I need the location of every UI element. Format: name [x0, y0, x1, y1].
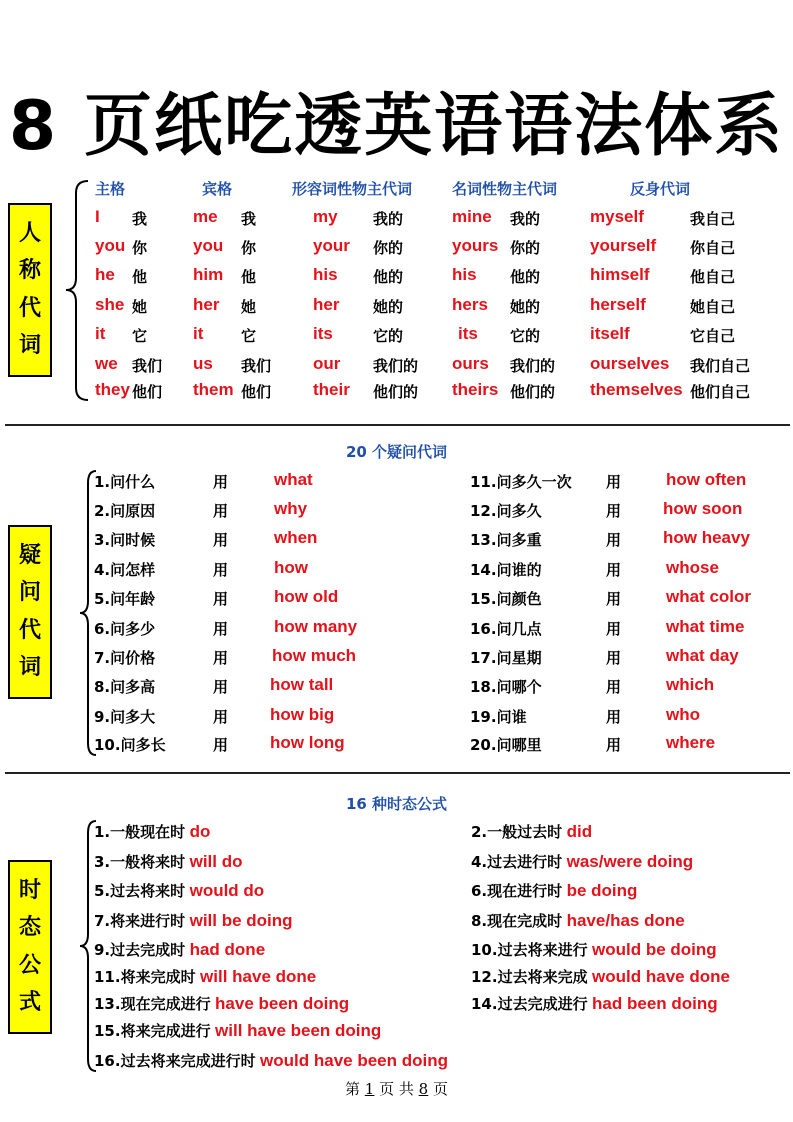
- pronoun-chinese: 他们: [132, 383, 163, 401]
- tense-form: had been doing: [592, 994, 718, 1013]
- pronoun-english: our: [313, 354, 341, 373]
- pronoun-chinese: 我们自己: [690, 357, 751, 375]
- footer-mid: 页 共: [379, 1080, 414, 1098]
- pronoun-chinese: 我们的: [510, 357, 556, 375]
- question-word: how tall: [270, 675, 334, 694]
- question-word: what: [274, 470, 313, 489]
- tenses-section-title: 16 种时态公式: [345, 795, 448, 813]
- pronoun-chinese: 你: [132, 239, 148, 257]
- pronoun-english: hers: [452, 295, 488, 314]
- question-word: how big: [270, 705, 335, 724]
- question-word: who: [666, 705, 700, 724]
- tense-name: 11.将来完成时: [94, 968, 196, 986]
- pronoun-side-label: [8, 203, 52, 377]
- pronoun-chinese: 我的: [510, 210, 541, 228]
- use-word: 用: [213, 502, 229, 520]
- pronoun-chinese: 她自己: [690, 298, 736, 316]
- question-word: how heavy: [663, 528, 750, 547]
- question-side-label: [8, 525, 52, 699]
- pronoun-english: me: [193, 207, 218, 226]
- use-word: 用: [606, 708, 622, 726]
- tense-name: 13.现在完成进行: [94, 995, 211, 1013]
- side-char: 态: [18, 915, 41, 941]
- question-label: 18.问哪个: [470, 678, 542, 696]
- question-word: how much: [272, 646, 357, 665]
- use-word: 用: [606, 473, 622, 491]
- page-footer: [0, 1078, 793, 1099]
- question-label: 20.问哪里: [470, 736, 542, 754]
- tense-formula: [94, 1050, 448, 1071]
- pronoun-chinese: 它自己: [690, 327, 736, 345]
- pronoun-english: themselves: [590, 380, 683, 399]
- pronoun-english: you: [193, 236, 224, 255]
- tense-form: will have done: [200, 967, 317, 986]
- pronoun-english: its: [313, 324, 333, 343]
- pronoun-chinese: 它的: [510, 327, 541, 345]
- use-word: 用: [213, 531, 229, 549]
- tense-form: have been doing: [215, 994, 350, 1013]
- tense-name: 8.现在完成时: [471, 912, 563, 930]
- use-word: 用: [213, 473, 229, 491]
- tense-form: will do: [189, 852, 243, 871]
- pronoun-chinese: 它: [241, 327, 257, 345]
- pronoun-chinese: 我们: [241, 357, 272, 375]
- tense-name: 3.一般将来时: [94, 853, 186, 871]
- side-char: 公: [18, 952, 41, 978]
- tense-form: would do: [189, 881, 265, 900]
- pronoun-english: I: [95, 207, 100, 226]
- pronoun-english: ours: [452, 354, 489, 373]
- use-word: 用: [213, 649, 229, 667]
- question-label: 17.问星期: [470, 649, 542, 667]
- title-text: 页纸吃透英语语法体系: [84, 87, 785, 166]
- pronoun-english: their: [313, 380, 350, 399]
- use-word: 用: [213, 736, 229, 754]
- tense-formula: [471, 966, 730, 987]
- use-word: 用: [606, 678, 622, 696]
- question-label: 15.问颜色: [470, 590, 542, 608]
- question-label: 13.问多重: [470, 531, 542, 549]
- pronoun-brace: [62, 178, 92, 403]
- pronoun-english: his: [452, 265, 477, 284]
- tense-side-label: [8, 860, 52, 1034]
- pronoun-english: he: [95, 265, 115, 284]
- question-word: why: [274, 499, 308, 518]
- pronoun-english: him: [193, 265, 224, 284]
- pronoun-english: it: [95, 324, 106, 343]
- pronoun-english: it: [193, 324, 204, 343]
- footer-prefix: 第: [344, 1080, 360, 1098]
- pronoun-column-header: 形容词性物主代词: [292, 180, 413, 198]
- question-label: 1.问什么: [94, 473, 156, 491]
- use-word: 用: [213, 561, 229, 579]
- pronoun-chinese: 他们的: [373, 383, 419, 401]
- use-word: 用: [606, 502, 622, 520]
- tense-name: 5.过去将来时: [94, 882, 186, 900]
- tense-name: 9.过去完成时: [94, 941, 186, 959]
- pronoun-english: her: [193, 295, 220, 314]
- tense-formula: [94, 910, 293, 931]
- tense-formula: [94, 966, 316, 987]
- tense-name: 14.过去完成进行: [471, 995, 588, 1013]
- side-char: 称: [18, 258, 41, 284]
- use-word: 用: [606, 561, 622, 579]
- tense-formula: [94, 821, 210, 842]
- pronoun-chinese: 我的: [373, 210, 404, 228]
- question-label: 7.问价格: [94, 649, 156, 667]
- pronoun-english: itself: [590, 324, 630, 343]
- question-label: 3.问时候: [94, 531, 156, 549]
- tense-form: did: [566, 822, 593, 841]
- pronoun-english: myself: [590, 207, 644, 226]
- pronoun-english: yours: [452, 236, 499, 255]
- question-label: 4.问怎样: [94, 561, 156, 579]
- question-word: which: [666, 675, 715, 694]
- pronoun-english: my: [313, 207, 338, 226]
- side-char: 词: [18, 655, 41, 681]
- tense-form: would be doing: [592, 940, 717, 959]
- side-char: 时: [18, 877, 41, 903]
- tense-formula: [94, 851, 242, 872]
- pronoun-chinese: 你: [241, 239, 257, 257]
- tense-formula: [471, 993, 718, 1014]
- pronoun-chinese: 你的: [510, 239, 541, 257]
- pronoun-chinese: 他的: [510, 268, 541, 286]
- side-char: 疑: [18, 542, 41, 568]
- question-word: where: [666, 733, 716, 752]
- pronoun-chinese: 我: [132, 210, 148, 228]
- question-word: how long: [270, 733, 345, 752]
- question-word: what day: [666, 646, 739, 665]
- question-label: 11.问多久一次: [470, 473, 572, 491]
- question-label: 5.问年龄: [94, 590, 156, 608]
- use-word: 用: [213, 678, 229, 696]
- tense-form: was/were doing: [566, 852, 694, 871]
- use-word: 用: [213, 708, 229, 726]
- tense-formula: [94, 993, 349, 1014]
- question-label: 12.问多久: [470, 502, 542, 520]
- tense-name: 4.过去进行时: [471, 853, 563, 871]
- pronoun-chinese: 他们自己: [690, 383, 751, 401]
- pronoun-column-header: 反身代词: [630, 180, 691, 198]
- title-number: 8: [8, 87, 59, 166]
- tense-form: had done: [189, 940, 266, 959]
- use-word: 用: [606, 590, 622, 608]
- question-label: 10.问多长: [94, 736, 166, 754]
- tense-form: will have been doing: [215, 1021, 382, 1040]
- footer-page-number: 1: [364, 1080, 375, 1098]
- pronoun-english: ourselves: [590, 354, 670, 373]
- pronoun-english: you: [95, 236, 126, 255]
- tense-form: have/has done: [566, 911, 685, 930]
- use-word: 用: [213, 620, 229, 638]
- pronoun-english: its: [458, 324, 478, 343]
- pronoun-chinese: 你自己: [690, 239, 736, 257]
- tense-name: 6.现在进行时: [471, 882, 563, 900]
- side-char: 问: [18, 580, 41, 606]
- use-word: 用: [606, 620, 622, 638]
- question-word: what color: [666, 587, 752, 606]
- side-char: 代: [18, 295, 41, 321]
- tense-name: 15.将来完成进行: [94, 1022, 211, 1040]
- tense-form: do: [189, 822, 211, 841]
- question-label: 14.问谁的: [470, 561, 542, 579]
- pronoun-english: us: [193, 354, 213, 373]
- question-word: how: [274, 558, 308, 577]
- pronoun-english: herself: [590, 295, 646, 314]
- question-word: how often: [666, 470, 747, 489]
- pronoun-chinese: 她: [241, 298, 257, 316]
- question-label: 9.问多大: [94, 708, 156, 726]
- question-word: how many: [274, 617, 358, 636]
- pronoun-english: yourself: [590, 236, 657, 255]
- pronoun-chinese: 她的: [510, 298, 541, 316]
- divider: [5, 772, 790, 774]
- question-label: 19.问谁: [470, 708, 527, 726]
- tense-name: 12.过去将来完成: [471, 968, 588, 986]
- tense-name: 7.将来进行时: [94, 912, 186, 930]
- pronoun-english: mine: [452, 207, 492, 226]
- pronoun-english: himself: [590, 265, 650, 284]
- pronoun-english: her: [313, 295, 340, 314]
- tense-form: would have done: [592, 967, 730, 986]
- pronoun-english: she: [95, 295, 125, 314]
- pronoun-chinese: 她: [132, 298, 148, 316]
- question-word: how soon: [663, 499, 743, 518]
- tense-form: will be doing: [189, 911, 293, 930]
- pronoun-chinese: 她的: [373, 298, 404, 316]
- use-word: 用: [606, 531, 622, 549]
- page-title: [0, 85, 793, 169]
- pronoun-chinese: 你的: [373, 239, 404, 257]
- tense-form: would have been doing: [260, 1051, 448, 1070]
- tense-formula: [471, 880, 637, 901]
- question-word: what time: [666, 617, 745, 636]
- pronoun-chinese: 他: [132, 268, 148, 286]
- pronoun-english: his: [313, 265, 338, 284]
- pronoun-chinese: 他的: [373, 268, 404, 286]
- pronoun-chinese: 他自己: [690, 268, 736, 286]
- divider: [5, 424, 790, 426]
- pronoun-column-header: 宾格: [202, 180, 233, 198]
- use-word: 用: [213, 590, 229, 608]
- pronoun-chinese: 我: [241, 210, 257, 228]
- pronoun-chinese: 他们的: [510, 383, 556, 401]
- tense-name: 2.一般过去时: [471, 823, 563, 841]
- question-word: how old: [274, 587, 339, 606]
- tense-formula: [471, 851, 693, 872]
- pronoun-chinese: 我们: [132, 357, 163, 375]
- questions-section-title: 20 个疑问代词: [345, 443, 448, 461]
- pronoun-chinese: 他: [241, 268, 257, 286]
- side-char: 词: [18, 333, 41, 359]
- tense-formula: [94, 880, 264, 901]
- side-char: 人: [18, 220, 41, 246]
- pronoun-english: they: [95, 380, 130, 399]
- question-label: 8.问多高: [94, 678, 156, 696]
- pronoun-chinese: 它: [132, 327, 148, 345]
- pronoun-english: we: [95, 354, 118, 373]
- tense-name: 1.一般现在时: [94, 823, 186, 841]
- pronoun-chinese: 我们的: [373, 357, 419, 375]
- tense-formula: [94, 1020, 381, 1041]
- footer-suffix: 页: [433, 1080, 449, 1098]
- tense-form: be doing: [566, 881, 638, 900]
- question-word: whose: [666, 558, 719, 577]
- question-label: 6.问多少: [94, 620, 156, 638]
- tense-formula: [471, 910, 685, 931]
- use-word: 用: [606, 649, 622, 667]
- pronoun-column-header: 名词性物主代词: [452, 180, 558, 198]
- question-label: 16.问几点: [470, 620, 542, 638]
- side-char: 式: [18, 990, 41, 1016]
- question-word: when: [274, 528, 318, 547]
- use-word: 用: [606, 736, 622, 754]
- pronoun-chinese: 我自己: [690, 210, 736, 228]
- pronoun-chinese: 它的: [373, 327, 404, 345]
- side-char: 代: [18, 617, 41, 643]
- footer-total-pages: 8: [418, 1080, 429, 1098]
- tense-name: 16.过去将来完成进行时: [94, 1052, 256, 1070]
- pronoun-english: them: [193, 380, 234, 399]
- tense-formula: [471, 939, 717, 960]
- tense-formula: [94, 939, 265, 960]
- tense-formula: [471, 821, 592, 842]
- pronoun-english: your: [313, 236, 350, 255]
- pronoun-chinese: 他们: [241, 383, 272, 401]
- pronoun-column-header: 主格: [95, 180, 126, 198]
- question-label: 2.问原因: [94, 502, 156, 520]
- tense-name: 10.过去将来进行: [471, 941, 588, 959]
- pronoun-english: theirs: [452, 380, 499, 399]
